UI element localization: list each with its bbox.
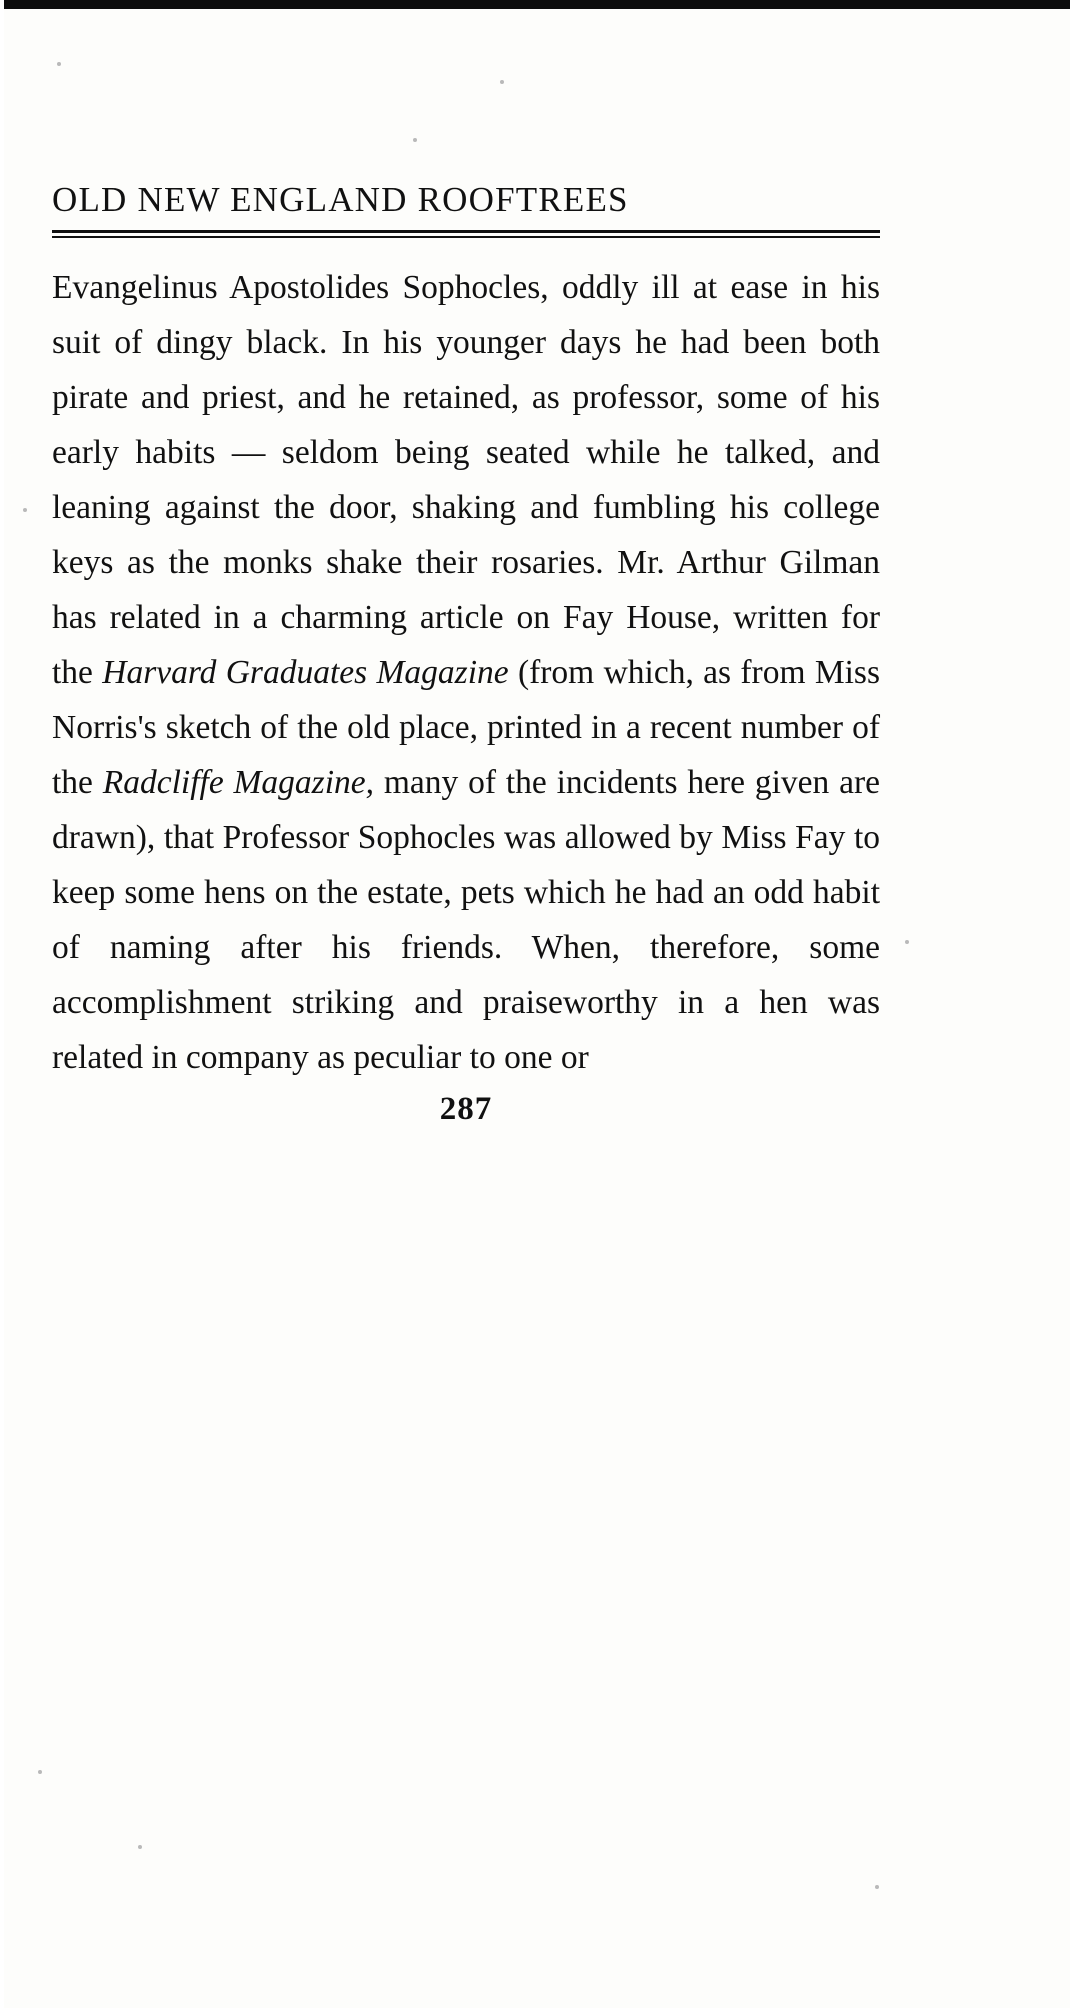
- scan-speck: [413, 138, 417, 142]
- scan-speck: [57, 62, 61, 66]
- scan-speck: [905, 940, 909, 944]
- scan-speck: [500, 80, 504, 84]
- page-title: OLD NEW ENGLAND ROOFTREES: [52, 180, 629, 219]
- scan-speck: [38, 1770, 42, 1774]
- scan-speck: [138, 1845, 142, 1849]
- header-rule: [52, 230, 880, 238]
- scan-top-border: [0, 0, 1070, 9]
- scan-speck: [875, 1885, 879, 1889]
- scan-left-margin: [0, 0, 4, 2008]
- scan-speck: [23, 508, 27, 512]
- body-paragraph: [52, 260, 880, 1085]
- text-segment-3: (from which, as from Miss Norris's sketch of the old place, printed in a recent number of the: [52, 654, 880, 801]
- text-segment-2-italic: Harvard Graduates Magazine: [102, 654, 509, 691]
- text-segment-4-italic: Radcliffe Magazine,: [102, 764, 375, 801]
- page-content: [52, 180, 880, 1128]
- page-number: 287: [439, 1091, 493, 1127]
- text-segment-5: many of the incidents here given are drawn), that Professor Sophocles was allowed by Miss Fay to keep some hens on the estate, pets which he had an odd habit of naming after his friends. When, therefore, some accomplishment striking and praiseworthy in a hen was related in company as peculiar to one or: [52, 764, 880, 1076]
- text-segment-1: Evangelinus Apostolides Sophocles, oddly ill at ease in his suit of dingy black. In his younger days he had been both pirate and priest, and he retained, as professor, some of his early habits — seldom being seated while he talked, and leaning against the door, shaking and fumbling his college keys as the monks shake their rosaries. Mr. Arthur Gilman has related in a charming article on Fay House, written for the: [52, 269, 880, 691]
